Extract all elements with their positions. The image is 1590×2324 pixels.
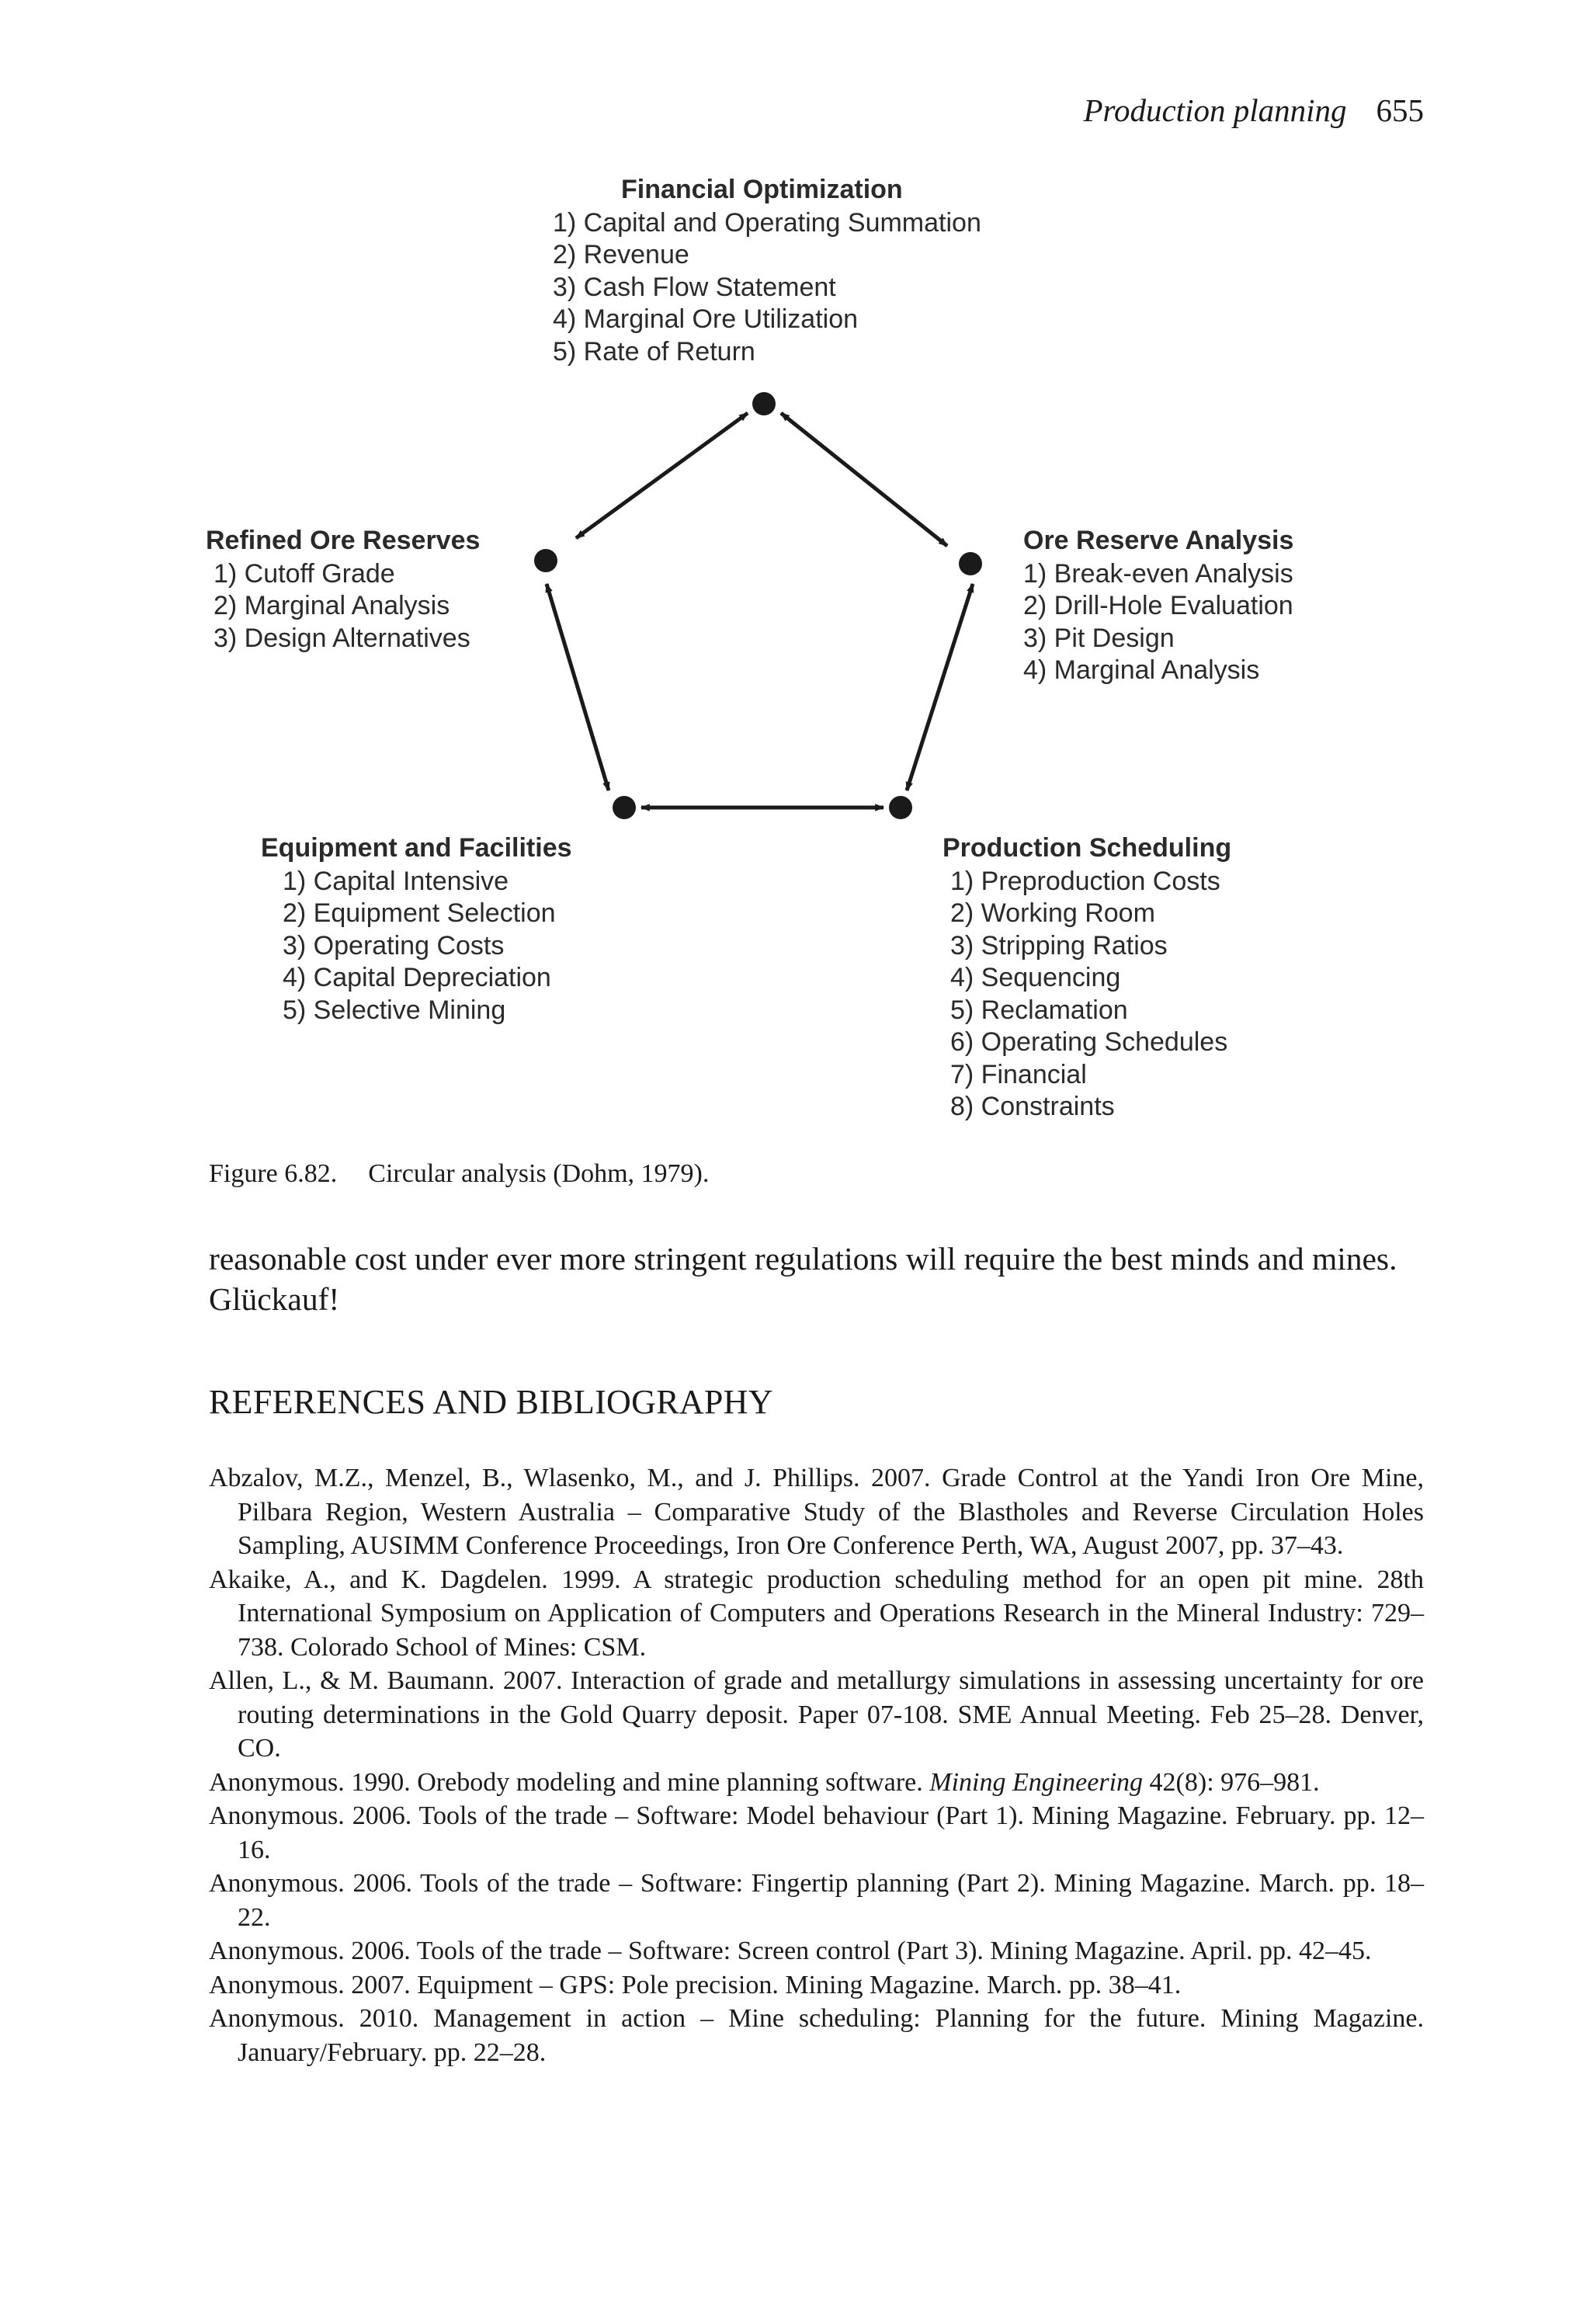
node-financial-optimization (553, 174, 981, 368)
reference-text: Anonymous. 1990. Orebody modeling and mine planning software. (209, 1767, 930, 1797)
node-dot-right (959, 552, 982, 575)
reference-entry (209, 1766, 1424, 1800)
node-item: 3) Cash Flow Statement (553, 272, 836, 302)
node-ore-reserve-analysis (1023, 525, 1293, 687)
node-dot-left (534, 549, 557, 572)
node-item: 3) Design Alternatives (214, 623, 470, 653)
node-item: 1) Capital and Operating Summation (553, 207, 981, 238)
reference-entry: Anonymous. 2006. Tools of the trade – Software: Fingertip planning (Part 2). Mining Magazine. March. pp. 18–22. (209, 1869, 1424, 1932)
node-item: 1) Break-even Analysis (1023, 558, 1293, 589)
journal-title: Mining Engineering (929, 1767, 1144, 1797)
reference-entry: Abzalov, M.Z., Menzel, B., Wlasenko, M., and J. Phillips. 2007. Grade Control at the Yandi Iron Ore Mine, Pilbara Region, Western Australia – Comparative Study of the Blastholes and Reverse Circulation Holes Sampling, AUSIMM Conference Proceedings, Iron Ore Conference Perth, WA, August 2007, pp. 37–43. (209, 1464, 1424, 1560)
node-item: 2) Drill-Hole Evaluation (1023, 591, 1293, 620)
reference-entry: Allen, L., & M. Baumann. 2007. Interaction of grade and metallurgy simulations in assessing uncertainty for ore routing determinations in the Gold Quarry deposit. Paper 07-108. SME Annual Meeting. Feb 25–28. Denver, CO. (209, 1666, 1424, 1763)
node-heading: Equipment and Facilities (261, 833, 572, 863)
node-refined-ore-reserves (206, 525, 480, 655)
arrow-top-right (781, 413, 947, 546)
body-line: reasonable cost under ever more stringent regulations will require the best minds and mines. (209, 1241, 1397, 1277)
node-equipment-and-facilities (261, 832, 572, 1027)
caption-label: Figure 6.82. (209, 1159, 338, 1188)
arrow-right-lower (907, 584, 973, 790)
reference-entry: Anonymous. 2006. Tools of the trade – Software: Model behaviour (Part 1). Mining Magazine. February. pp. 12–16. (209, 1801, 1424, 1864)
node-item: 3) Stripping Ratios (950, 930, 1168, 961)
node-item: 2) Working Room (950, 898, 1155, 928)
node-dot-bottom-right (889, 796, 912, 819)
node-heading: Financial Optimization (621, 175, 903, 204)
node-item: 5) Selective Mining (283, 995, 506, 1025)
reference-entry: Anonymous. 2007. Equipment – GPS: Pole precision. Mining Magazine. March. pp. 38–41. (209, 1970, 1182, 1999)
node-item: 4) Capital Depreciation (283, 963, 551, 992)
node-item: 1) Capital Intensive (283, 866, 509, 896)
reference-entry: Anonymous. 2010. Management in action – Mine scheduling: Planning for the future. Mining Magazine. January/February. pp. 22–28. (209, 2004, 1424, 2067)
body-paragraph (209, 1238, 1424, 1319)
arrow-left-lower (547, 584, 609, 790)
node-item: 6) Operating Schedules (950, 1027, 1228, 1057)
reference-entry: Anonymous. 2006. Tools of the trade – Software: Screen control (Part 3). Mining Magazine. April. pp. 42–45. (209, 1937, 1372, 1965)
reference-entry: Akaike, A., and K. Dagdelen. 1999. A strategic production scheduling method for an open pit mine. 28th International Symposium on Application of Computers and Operations Research in the Mineral Industry: 729–738. Colorado School of Mines: CSM. (209, 1565, 1424, 1662)
running-title: Production planning (1083, 92, 1347, 128)
body-line: Glückauf! (209, 1281, 340, 1317)
arrow-top-left (576, 413, 748, 538)
node-item: 3) Operating Costs (283, 930, 505, 961)
node-item: 2) Revenue (553, 240, 689, 269)
reference-text: 42(8): 976–981. (1143, 1767, 1320, 1797)
node-item: 2) Equipment Selection (283, 898, 556, 928)
node-item: 1) Cutoff Grade (214, 558, 395, 589)
node-production-scheduling (943, 832, 1231, 1124)
node-item: 2) Marginal Analysis (214, 591, 450, 620)
node-item: 4) Sequencing (950, 963, 1121, 992)
caption-text: Circular analysis (Dohm, 1979). (368, 1159, 710, 1188)
node-item: 7) Financial (950, 1059, 1087, 1089)
node-dot-top (752, 392, 776, 415)
node-heading: Refined Ore Reserves (206, 526, 481, 555)
node-item: 5) Reclamation (950, 995, 1128, 1025)
node-item: 4) Marginal Ore Utilization (553, 304, 859, 334)
node-dot-bottom-left (613, 796, 636, 819)
node-item: 8) Constraints (950, 1092, 1115, 1121)
node-heading: Production Scheduling (943, 833, 1232, 863)
node-item: 1) Preproduction Costs (950, 866, 1220, 896)
node-heading: Ore Reserve Analysis (1023, 526, 1294, 555)
reference-list (209, 1461, 1424, 2069)
node-item: 5) Rate of Return (553, 336, 755, 366)
node-item: 4) Marginal Analysis (1023, 655, 1260, 685)
section-heading: REFERENCES AND BIBLIOGRAPHY (209, 1383, 773, 1421)
page-number: 655 (1376, 92, 1424, 128)
figure-caption (209, 1159, 709, 1189)
node-item: 3) Pit Design (1023, 623, 1175, 653)
